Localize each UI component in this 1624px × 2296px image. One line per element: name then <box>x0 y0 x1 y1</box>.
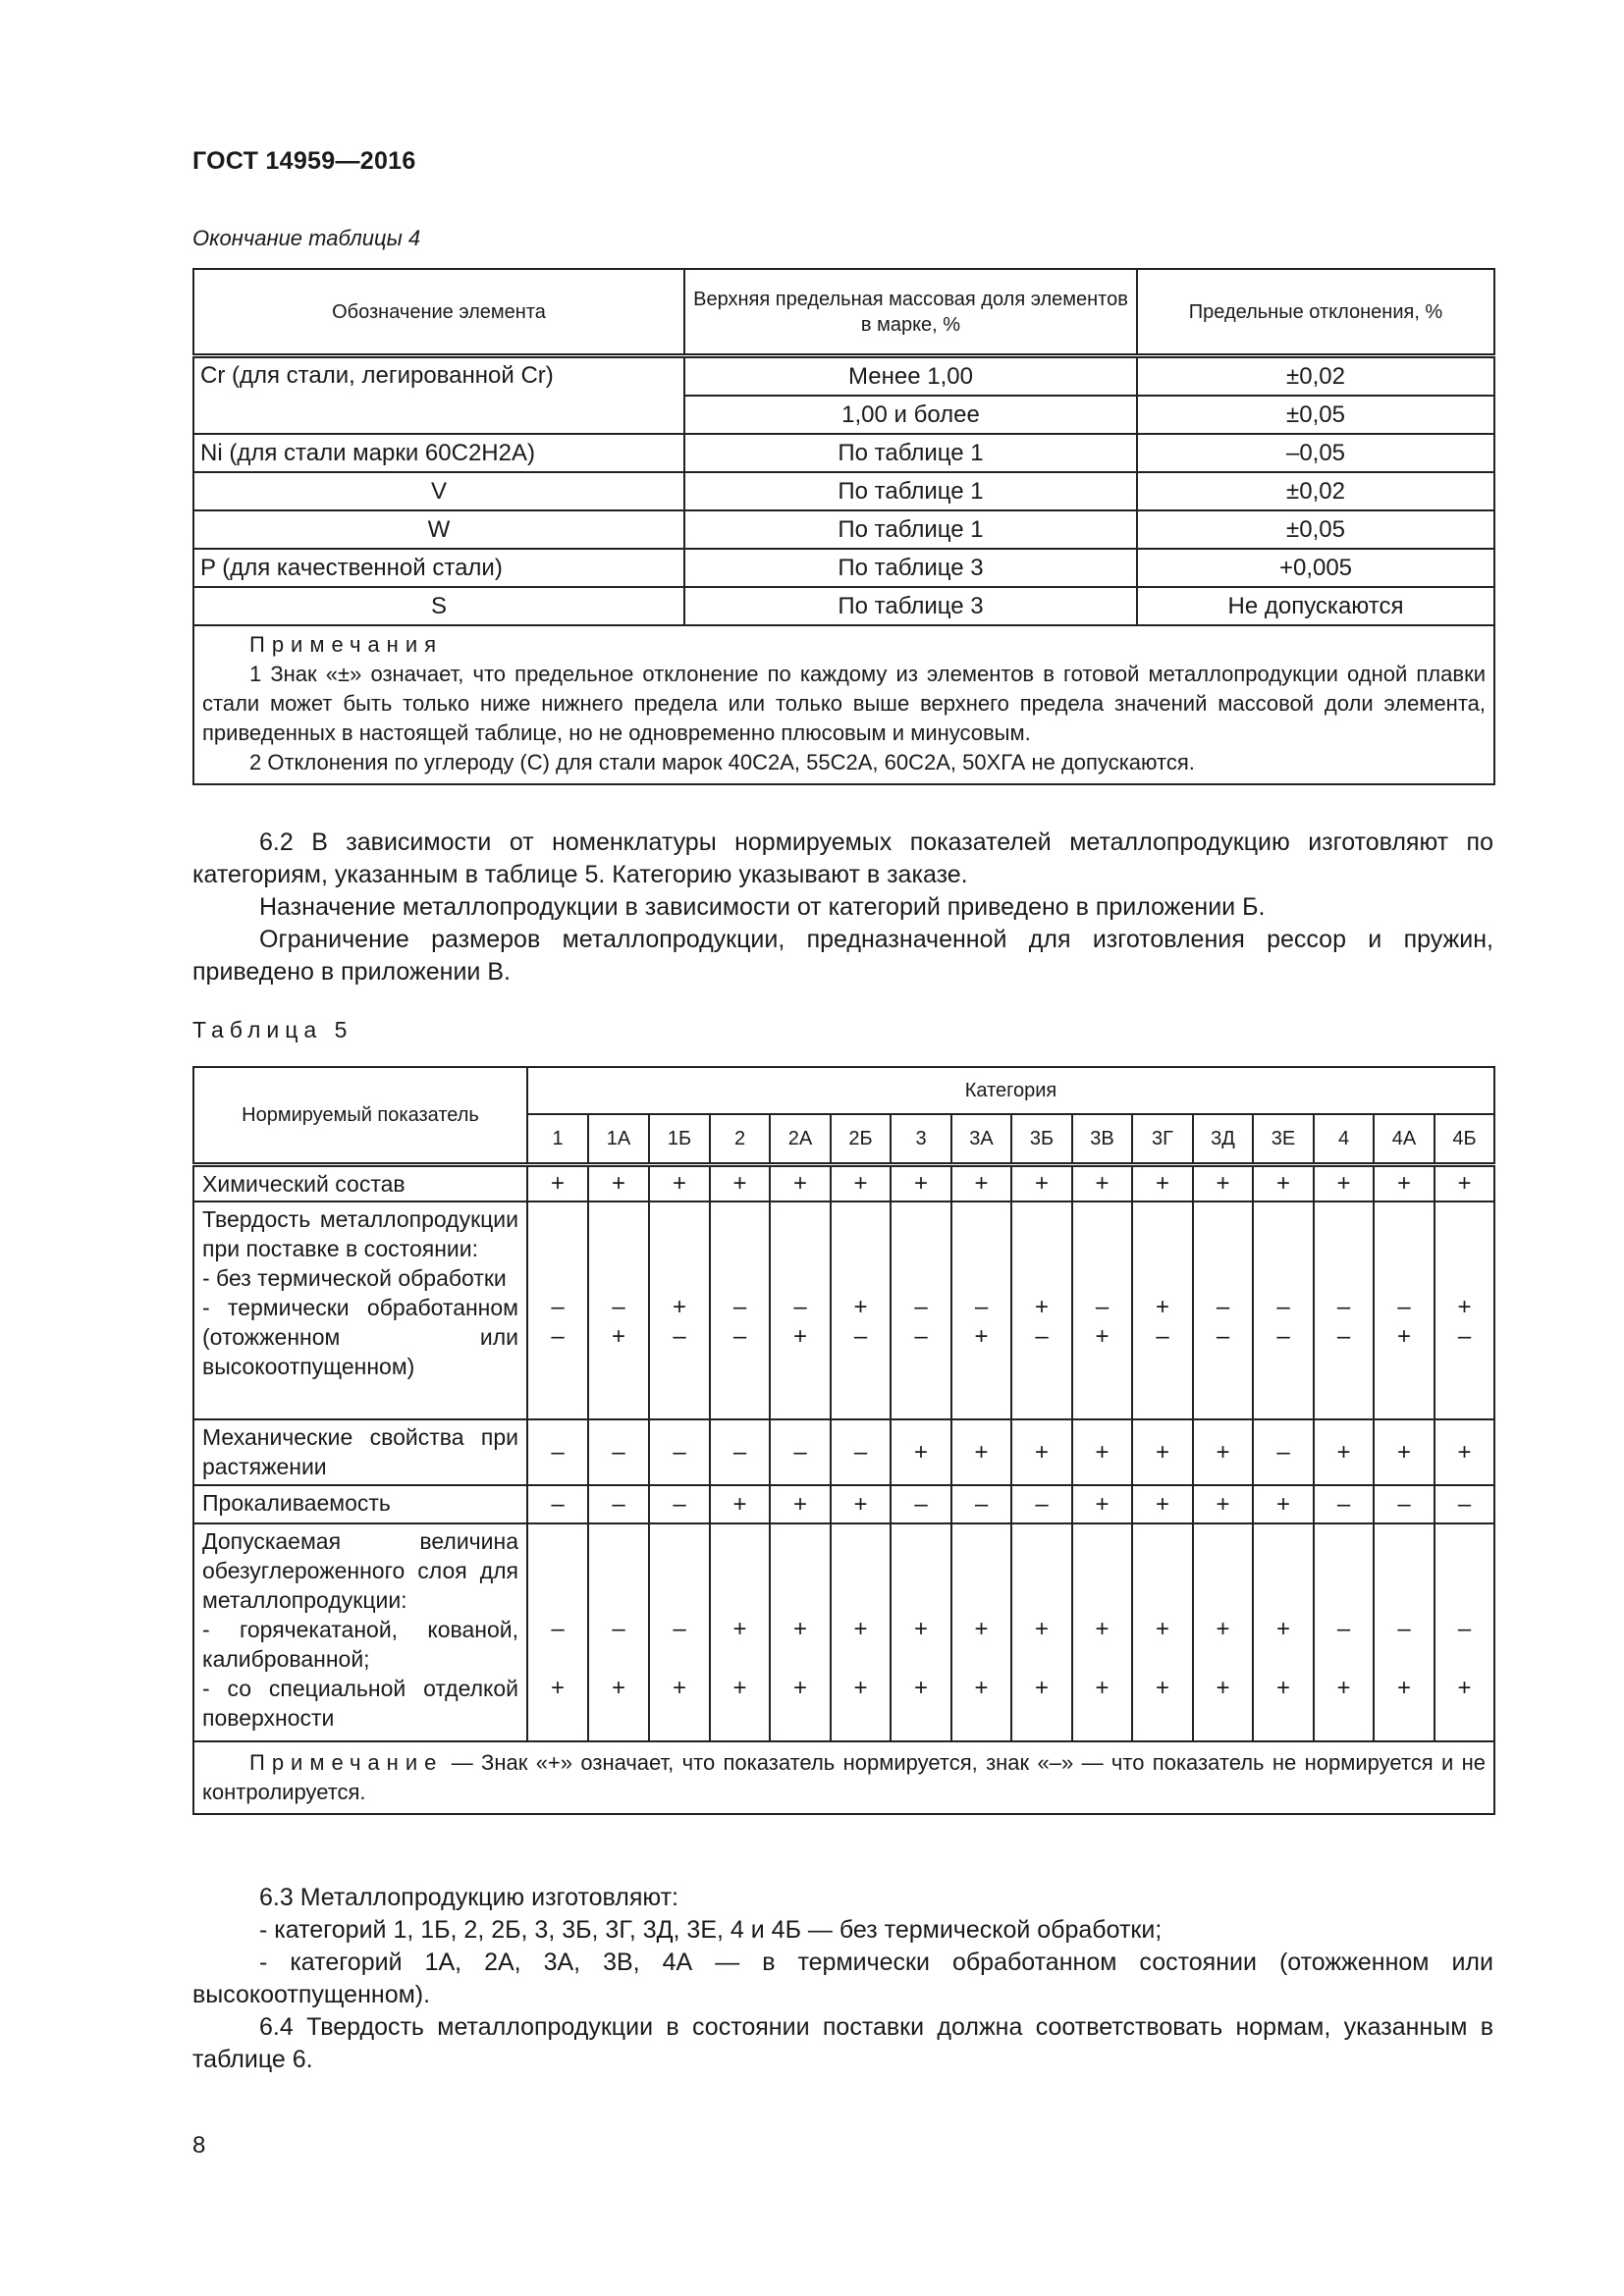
value-mark: – <box>732 1323 747 1350</box>
value-mark: – <box>612 1294 625 1320</box>
value-mark: + <box>1396 1323 1411 1350</box>
value-cell <box>891 1523 951 1741</box>
value-cell: + <box>588 1165 649 1202</box>
fraction-cell: По таблице 1 <box>684 434 1137 472</box>
value-mark: – <box>1336 1616 1351 1642</box>
value-mark: + <box>1155 1616 1169 1642</box>
value-cell: – <box>951 1485 1011 1523</box>
fraction-cell: По таблице 3 <box>684 587 1137 625</box>
value-mark: + <box>1275 1675 1290 1701</box>
indicator-sub: - горячекатаной, кованой, калиброванной; <box>202 1617 518 1672</box>
value-mark: + <box>792 1616 807 1642</box>
category-cell: 2А <box>770 1114 831 1165</box>
value-cell: + <box>1072 1485 1132 1523</box>
value-mark: + <box>1396 1675 1411 1701</box>
value-mark: + <box>1216 1616 1230 1642</box>
value-mark: – <box>673 1616 686 1642</box>
category-cell: 4 <box>1314 1114 1374 1165</box>
category-cell: 4Б <box>1435 1114 1494 1165</box>
paragraph: 6.3 Металлопродукцию изготовляют: <box>259 1884 678 1911</box>
category-cell: 2 <box>710 1114 770 1165</box>
table-row <box>193 472 1494 510</box>
value-cell: + <box>1193 1165 1253 1202</box>
value-mark: + <box>732 1675 747 1701</box>
value-cell: + <box>1374 1419 1435 1485</box>
deviation-cell: ±0,05 <box>1137 510 1494 549</box>
value-mark: + <box>672 1675 686 1701</box>
category-cell: 4А <box>1374 1114 1435 1165</box>
value-cell <box>1253 1201 1314 1419</box>
value-cell <box>1435 1201 1494 1419</box>
value-mark: + <box>732 1616 747 1642</box>
indicator-sub: - со специальной отделкой поверхности <box>202 1676 518 1731</box>
value-cell: + <box>1253 1485 1314 1523</box>
category-cell: 3 <box>891 1114 951 1165</box>
element-cell: Ni (для стали марки 60С2Н2А) <box>193 434 684 472</box>
value-cell <box>1011 1201 1072 1419</box>
table-5 <box>192 1066 1495 1815</box>
indicator-cell <box>193 1201 527 1419</box>
category-cell: 3Г <box>1132 1114 1193 1165</box>
indicator-cell: Механические свойства при растяжении <box>193 1419 527 1485</box>
value-mark: – <box>914 1294 928 1320</box>
value-cell: – <box>527 1485 588 1523</box>
paragraph: - категорий 1, 1Б, 2, 2Б, 3, 3Б, 3Г, 3Д, 3Е, 4 и 4Б — без термической обработки; <box>259 1916 1163 1944</box>
value-cell <box>831 1523 891 1741</box>
value-mark: – <box>1216 1323 1230 1350</box>
value-cell: + <box>527 1165 588 1202</box>
paragraph: Назначение металлопродукции в зависимости от категорий приведено в приложении Б. <box>259 893 1266 921</box>
table-notes <box>193 625 1494 784</box>
value-cell <box>649 1201 710 1419</box>
value-cell <box>1374 1201 1435 1419</box>
value-mark: – <box>551 1294 565 1320</box>
table-header-row <box>193 269 1494 356</box>
value-mark: – <box>1095 1294 1110 1320</box>
table-note-row <box>193 1741 1494 1814</box>
value-mark: + <box>853 1675 868 1701</box>
value-cell: + <box>891 1419 951 1485</box>
value-cell: – <box>588 1419 649 1485</box>
value-cell <box>770 1201 831 1419</box>
value-cell: – <box>527 1419 588 1485</box>
notes-title: Примечания <box>249 632 444 657</box>
indicator-label: Допускаемая величина обезуглероженного слоя для металлопродукции: <box>202 1528 518 1613</box>
value-cell: – <box>1435 1485 1494 1523</box>
table-continuation-caption: Окончание таблицы 4 <box>192 226 421 250</box>
value-cell: + <box>1435 1165 1494 1202</box>
fraction-cell: 1,00 и более <box>684 396 1137 434</box>
value-cell: + <box>710 1165 770 1202</box>
value-mark: – <box>551 1616 565 1642</box>
indicator-cell: Химический состав <box>193 1165 527 1202</box>
value-mark: + <box>1095 1675 1110 1701</box>
value-cell: + <box>1253 1165 1314 1202</box>
value-cell <box>951 1201 1011 1419</box>
value-cell: + <box>649 1165 710 1202</box>
value-cell: – <box>1011 1485 1072 1523</box>
value-cell <box>891 1201 951 1419</box>
value-cell: + <box>1374 1165 1435 1202</box>
value-cell <box>951 1523 1011 1741</box>
note-1: 1 Знак «±» означает, что предельное отклонение по каждому из элементов в готовой металлопродукции одной плавки стали может быть только ниже нижнего предела или только выше верхнего предела значений массовой доли элемента, приведенных в настоящей таблице, но не одновременно плюсовым и минусовым. <box>202 662 1486 745</box>
value-cell: + <box>1011 1165 1072 1202</box>
value-cell <box>1132 1523 1193 1741</box>
value-cell <box>588 1201 649 1419</box>
table-row <box>193 549 1494 587</box>
value-cell: – <box>1253 1419 1314 1485</box>
value-cell: – <box>831 1419 891 1485</box>
value-mark: + <box>974 1616 989 1642</box>
value-cell: + <box>1435 1419 1494 1485</box>
category-cell: 3В <box>1072 1114 1132 1165</box>
value-mark: + <box>913 1616 928 1642</box>
fraction-cell: Менее 1,00 <box>684 356 1137 397</box>
value-mark: – <box>793 1294 807 1320</box>
value-cell <box>710 1201 770 1419</box>
indicator-header: Нормируемый показатель <box>193 1067 527 1165</box>
value-mark: + <box>1457 1675 1472 1701</box>
category-cell: 1А <box>588 1114 649 1165</box>
category-cell: 1Б <box>649 1114 710 1165</box>
category-header: Категория <box>527 1067 1494 1114</box>
category-cell: 2Б <box>831 1114 891 1165</box>
value-mark: + <box>853 1294 868 1320</box>
value-mark: – <box>1457 1323 1472 1350</box>
paragraph: 6.4 Твердость металлопродукции в состоянии поставки должна соответствовать нормам, указанным в таблице 6. <box>192 2013 1493 2073</box>
value-cell: + <box>710 1485 770 1523</box>
value-mark: – <box>1276 1323 1290 1350</box>
table-row <box>193 1523 1494 1741</box>
value-cell: + <box>831 1485 891 1523</box>
indicator-sub: - термически обработанном (отожженном или высокоотпущенном) <box>202 1295 518 1379</box>
value-cell: – <box>1314 1485 1374 1523</box>
value-mark: + <box>1155 1675 1169 1701</box>
category-cell: 3Д <box>1193 1114 1253 1165</box>
value-cell <box>1193 1523 1253 1741</box>
note-2: 2 Отклонения по углероду (С) для стали марок 40С2А, 55С2А, 60С2А, 50ХГА не допускаются. <box>249 750 1195 774</box>
value-cell <box>588 1523 649 1741</box>
value-cell <box>831 1201 891 1419</box>
value-mark: – <box>732 1294 747 1320</box>
value-mark: + <box>1216 1675 1230 1701</box>
value-mark: – <box>1156 1323 1169 1350</box>
table-5-caption: Таблица 5 <box>192 1017 353 1042</box>
value-mark: + <box>792 1675 807 1701</box>
col-header-deviation: Предельные отклонения, % <box>1137 269 1494 356</box>
value-cell: – <box>649 1485 710 1523</box>
value-mark: – <box>1216 1294 1230 1320</box>
col-header-element: Обозначение элемента <box>193 269 684 356</box>
table-row <box>193 510 1494 549</box>
deviation-cell: Не допускаются <box>1137 587 1494 625</box>
value-cell: + <box>1314 1165 1374 1202</box>
value-mark: + <box>1336 1675 1351 1701</box>
value-mark: + <box>913 1675 928 1701</box>
element-cell: P (для качественной стали) <box>193 549 684 587</box>
table-row <box>193 1419 1494 1485</box>
value-cell <box>649 1523 710 1741</box>
element-cell: Cr (для стали, легированной Cr) <box>193 356 684 435</box>
value-cell: + <box>1011 1419 1072 1485</box>
value-cell: + <box>951 1165 1011 1202</box>
value-cell: + <box>1193 1485 1253 1523</box>
fraction-cell: По таблице 3 <box>684 549 1137 587</box>
element-cell: W <box>193 510 684 549</box>
value-cell <box>1193 1201 1253 1419</box>
value-cell <box>1072 1201 1132 1419</box>
value-mark: – <box>1457 1616 1472 1642</box>
deviation-cell: –0,05 <box>1137 434 1494 472</box>
value-mark: + <box>1095 1616 1110 1642</box>
table-row <box>193 356 1494 397</box>
value-mark: + <box>550 1675 565 1701</box>
value-cell: + <box>1132 1419 1193 1485</box>
category-cell: 1 <box>527 1114 588 1165</box>
value-cell: – <box>588 1485 649 1523</box>
page-number: 8 <box>192 2132 206 2159</box>
paragraph: - категорий 1А, 2А, 3А, 3В, 4А — в термически обработанном состоянии (отожженном или высокоотпущенном). <box>192 1949 1493 2008</box>
table-row <box>193 434 1494 472</box>
paragraph-6-3 <box>192 1882 1493 2076</box>
indicator-sub: - без термической обработки <box>202 1265 507 1291</box>
value-cell: – <box>710 1419 770 1485</box>
value-cell: + <box>770 1485 831 1523</box>
value-cell <box>770 1523 831 1741</box>
value-mark: + <box>611 1323 625 1350</box>
value-cell: + <box>951 1419 1011 1485</box>
table-4 <box>192 268 1495 785</box>
value-mark: + <box>792 1323 807 1350</box>
value-cell <box>527 1201 588 1419</box>
value-cell: + <box>1132 1485 1193 1523</box>
value-mark: + <box>1034 1675 1049 1701</box>
indicator-cell: Прокаливаемость <box>193 1485 527 1523</box>
value-cell: + <box>1072 1165 1132 1202</box>
value-cell: + <box>831 1165 891 1202</box>
value-cell: – <box>770 1419 831 1485</box>
value-cell: – <box>649 1419 710 1485</box>
value-cell <box>1314 1201 1374 1419</box>
value-mark: – <box>1397 1616 1411 1642</box>
value-mark: + <box>1155 1294 1169 1320</box>
value-mark: – <box>1336 1323 1351 1350</box>
value-mark: – <box>1336 1294 1351 1320</box>
value-mark: + <box>974 1323 989 1350</box>
value-mark: + <box>1034 1294 1049 1320</box>
col-header-fraction: Верхняя предельная массовая доля элементов в марке, % <box>684 269 1137 356</box>
value-mark: – <box>974 1294 989 1320</box>
category-cell: 3А <box>951 1114 1011 1165</box>
value-cell <box>1314 1523 1374 1741</box>
value-cell <box>1132 1201 1193 1419</box>
paragraph: Ограничение размеров металлопродукции, предназначенной для изготовления рессор и пружин, приведено в приложении В. <box>192 926 1493 986</box>
element-cell: S <box>193 587 684 625</box>
value-mark: + <box>853 1616 868 1642</box>
value-mark: – <box>551 1323 565 1350</box>
value-cell: + <box>1314 1419 1374 1485</box>
value-mark: + <box>1034 1616 1049 1642</box>
value-mark: – <box>1035 1323 1049 1350</box>
value-mark: + <box>1095 1323 1110 1350</box>
category-cell: 3Е <box>1253 1114 1314 1165</box>
category-cell: 3Б <box>1011 1114 1072 1165</box>
table-row <box>193 1165 1494 1202</box>
value-cell: – <box>1374 1485 1435 1523</box>
document-header: ГОСТ 14959—2016 <box>192 147 416 175</box>
value-mark: + <box>974 1675 989 1701</box>
value-cell <box>1072 1523 1132 1741</box>
deviation-cell: ±0,05 <box>1137 396 1494 434</box>
table-row <box>193 587 1494 625</box>
value-cell <box>710 1523 770 1741</box>
value-cell <box>1374 1523 1435 1741</box>
value-cell: + <box>1072 1419 1132 1485</box>
value-cell <box>1011 1523 1072 1741</box>
value-cell: + <box>1132 1165 1193 1202</box>
table-row <box>193 1201 1494 1419</box>
value-mark: – <box>914 1323 928 1350</box>
value-cell: + <box>891 1165 951 1202</box>
value-mark: + <box>1275 1616 1290 1642</box>
value-cell <box>527 1523 588 1741</box>
indicator-cell <box>193 1523 527 1741</box>
value-mark: + <box>611 1675 625 1701</box>
paragraph: 6.2 В зависимости от номенклатуры нормируемых показателей металлопродукцию изготовляют по категориям, указанным в таблице 5. Категорию указывают в заказе. <box>192 828 1493 888</box>
value-cell: – <box>891 1485 951 1523</box>
value-mark: – <box>673 1323 686 1350</box>
value-cell: + <box>770 1165 831 1202</box>
value-mark: – <box>853 1323 868 1350</box>
value-mark: – <box>1276 1294 1290 1320</box>
value-mark: + <box>1457 1294 1472 1320</box>
indicator-label: Твердость металлопродукции при поставке в состоянии: <box>202 1206 518 1261</box>
value-cell <box>1435 1523 1494 1741</box>
value-mark: + <box>672 1294 686 1320</box>
fraction-cell: По таблице 1 <box>684 510 1137 549</box>
deviation-cell: +0,005 <box>1137 549 1494 587</box>
table-row <box>193 1485 1494 1523</box>
fraction-cell: По таблице 1 <box>684 472 1137 510</box>
deviation-cell: ±0,02 <box>1137 356 1494 397</box>
value-cell: + <box>1193 1419 1253 1485</box>
note-title: Примечание <box>249 1750 444 1775</box>
value-mark: – <box>1397 1294 1411 1320</box>
table-note <box>193 1741 1494 1814</box>
element-cell: V <box>193 472 684 510</box>
table-notes-row <box>193 625 1494 784</box>
value-cell <box>1253 1523 1314 1741</box>
deviation-cell: ±0,02 <box>1137 472 1494 510</box>
note-text: — Знак «+» означает, что показатель нормируется, знак «–» — что показатель не нормируется и не контролируется. <box>202 1750 1486 1804</box>
value-mark: – <box>612 1616 625 1642</box>
paragraph-6-2 <box>192 827 1493 988</box>
